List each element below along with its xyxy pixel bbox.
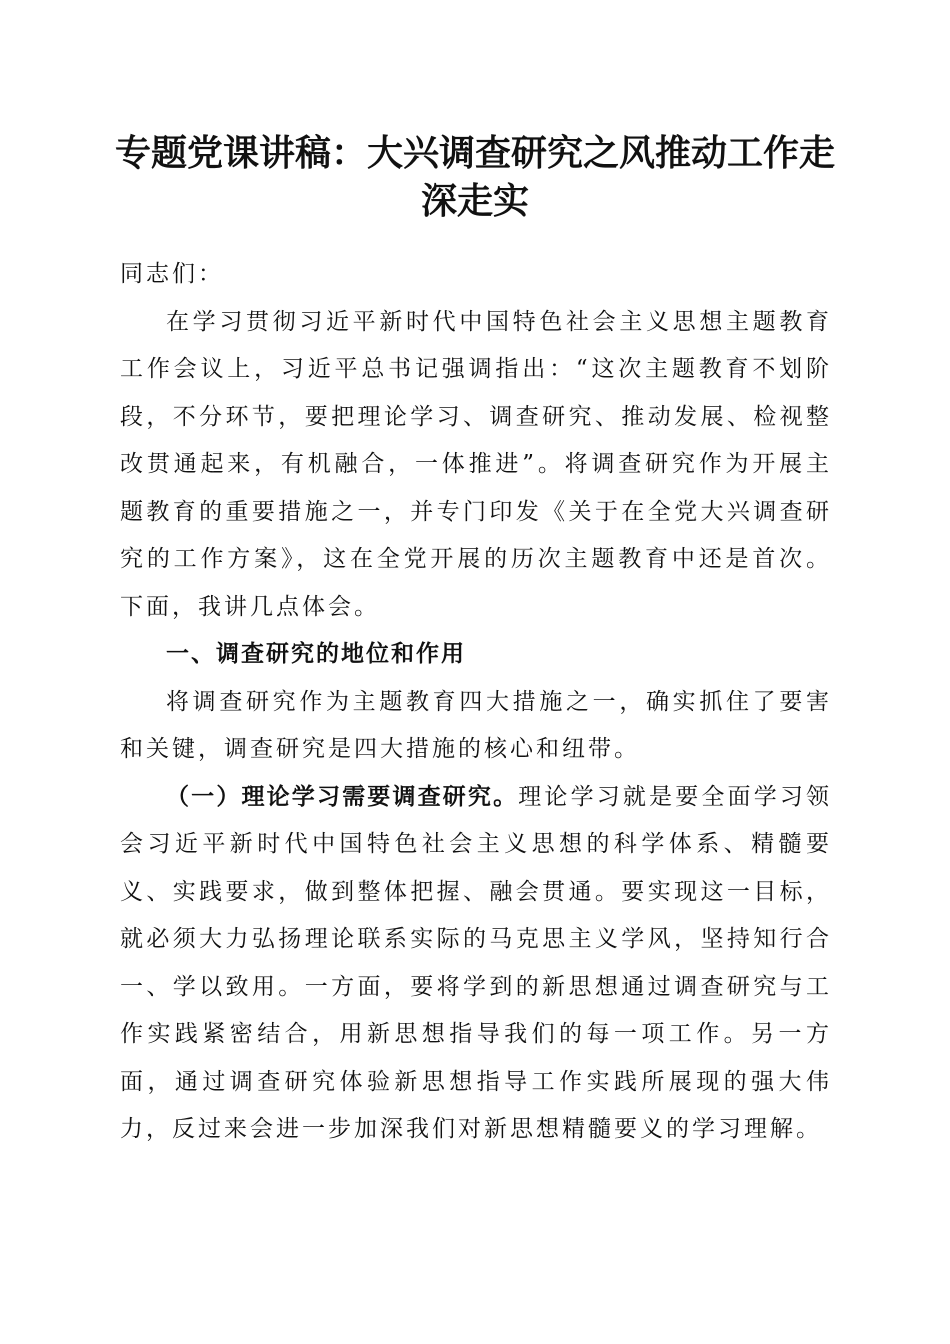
intro-paragraph: 在学习贯彻习近平新时代中国特色社会主义思想主题教育工作会议上，习近平总书记强调指出：“这次主题教育不划阶段，不分环节，要把理论学习、调查研究、推动发展、检视整改贯通起来，有机融合，一体推进”。将调查研究作为开展主题教育的重要措施之一，并专门印发《关于在全党大兴调查研究的工作方案》，这在全党开展的历次主题教育中还是首次。下面，我讲几点体会。 <box>120 308 832 620</box>
section-1-heading: 一、调查研究的地位和作用 <box>166 641 466 667</box>
subsection-1-paragraph-block <box>120 774 832 1154</box>
subsection-1-paragraph: 理论学习就是要全面学习领会习近平新时代中国特色社会主义思想的科学体系、精髓要义、实践要求，做到整体把握、融会贯通。要实现这一目标，就必须大力弘扬理论联系实际的马克思主义学风，坚持知行合一、学以致用。一方面，要将学到的新思想通过调查研究与工作实践紧密结合，用新思想指导我们的每一项工作。另一方面，通过调查研究体验新思想指导工作实践所展现的强大伟力，反过来会进一步加深我们对新思想精髓要义的学习理解。 <box>120 783 833 1142</box>
subsection-1-heading: （一）理论学习需要调查研究。 <box>166 783 519 810</box>
document-title: 专题党课讲稿：大兴调查研究之风推动工作走深走实 <box>114 133 835 222</box>
section-1-paragraph: 将调查研究作为主题教育四大措施之一，确实抓住了要害和关键，调查研究是四大措施的核心和纽带。 <box>120 688 832 762</box>
document-body <box>120 251 832 1154</box>
salutation: 同志们： <box>120 261 224 287</box>
